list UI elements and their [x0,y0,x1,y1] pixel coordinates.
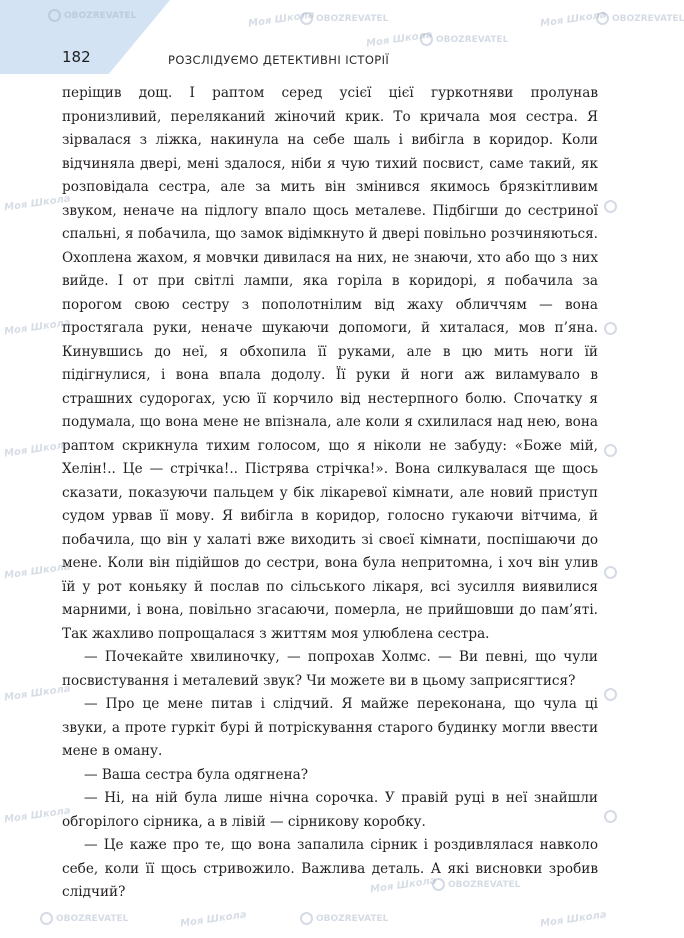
obozrevatel-watermark [604,444,617,457]
obozrevatel-logo-icon [604,200,617,213]
school-watermark: Моя Школа [3,317,72,338]
school-watermark: Моя Школа [3,805,72,826]
paragraph: — Про це мене питав і слідчий. Я майже переконана, що чула ці звуки, а проте гуркіт бурі й потріскування старого будинку могли ввести мене в оману. [62,696,598,759]
obozrevatel-logo-icon [604,444,617,457]
obozrevatel-watermark: OBOZREVATEL [596,12,684,25]
school-watermark: Моя Школа [369,875,438,896]
paragraph: — Почекайте хвилиночку, — попрохав Холмс. — Ви певні, що чули посвистування і металевий звук? Чи можете ви в цьому заприсягтися? [62,649,598,689]
paragraph: — Ваша сестра була одягнена? [84,766,309,783]
obozrevatel-watermark [604,810,617,823]
obozrevatel-logo-icon [300,912,313,925]
obozrevatel-logo-icon [604,810,617,823]
paragraph: — Ні, на ній була лише нічна сорочка. У правій руці в неї знайшли обгорілого сірника, а в лівій — сірникову коробку. [62,790,598,830]
running-title: РОЗСЛІДУЄМО ДЕТЕКТИВНІ ІСТОРІЇ [168,53,390,67]
obozrevatel-watermark: OBOZREVATEL [40,912,128,925]
obozrevatel-watermark: OBOZREVATEL [48,9,136,22]
paragraph: — Це каже про те, що вона запалила сірник і роздивлялася навколо себе, коли її щось стривожило. Важлива деталь. А які висновки зробив слідчий? [62,837,598,900]
body-text [62,82,598,905]
obozrevatel-watermark [604,200,617,213]
school-watermark: Моя Школа [3,193,72,214]
school-watermark: Моя Школа [3,561,72,582]
obozrevatel-watermark: OBOZREVATEL [420,33,508,46]
school-watermark: Моя Школа [3,439,72,460]
obozrevatel-logo-icon [300,12,313,25]
obozrevatel-logo-icon [40,912,53,925]
obozrevatel-watermark: OBOZREVATEL [300,912,388,925]
obozrevatel-watermark [604,566,617,579]
school-watermark: Моя Школа [179,909,248,930]
obozrevatel-logo-icon [604,322,617,335]
school-watermark: Моя Школа [539,9,608,30]
page-number: 182 [62,48,91,66]
school-watermark: Моя Школа [539,909,608,930]
obozrevatel-logo-icon [420,33,433,46]
obozrevatel-watermark: OBOZREVATEL [432,878,520,891]
obozrevatel-logo-icon [604,566,617,579]
school-watermark: Моя Школа [3,683,72,704]
school-watermark: Моя Школа [365,29,434,50]
obozrevatel-watermark [604,688,617,701]
obozrevatel-logo-icon [604,688,617,701]
obozrevatel-logo-icon [596,12,609,25]
paragraph: періщив дощ. І раптом серед усієї цієї гуркотняви пролунав пронизливий, переляканий жіночий крик. То кричала моя сестра. Я зірвалася з ліжка, накинула на себе шаль і вибігла в коридор. Коли відчиняла двері, мені здалося, ніби я чую тихий посвист, саме такий, як розповідала сестра, але за мить він змінився якимось брязкітливим звуком, неначе на підлогу впало щось металеве. Підбігши до сестриної спальні, я побачила, що замок відімкнуто й двері повільно розчиняються. Охоплена жахом, я мовчки дивилася на них, не знаючи, хто або що з них вийде. І от при світлі лампи, яка горіла в коридорі, я побачила за порогом свою сестру з пополотнілим від жаху обличчям — вона простягала руки, неначе шукаючи допомоги, й хиталася, мов п’яна. Кинувшись до неї, я обхопила її руками, але в цю мить ноги їй підігнулися, і вона впала додолу. Її руки й ноги аж виламувало в страшних судорогах, усю її корчило від нестерпного болю. Спочатку я подумала, що вона мене не впізнала, але коли я схилилася над нею, вона раптом скрикнула тихим голосом, що я ніколи не забуду: «Боже мій, Хелін!.. Це — стрічка!.. Пістрява стрічка!». Вона силкувалася ще щось сказати, показуючи пальцем у бік лікаревої кімнати, але новий приступ судом урвав її мову. Я вибігла в коридор, голосно гукаючи вітчима, й побачила, що він у халаті вже виходить зі своєї кімнати, поспішаючи до мене. Коли він підійшов до сестри, вона була непритомна, і хоч він улив їй у рот коньяку й послав по сільського лікаря, всі зусилля виявилися марними, і вона, повільно згасаючи, померла, не прийшовши до пам’яті. Так жахливо попрощалася з життям моя улюблена сестра. [62,85,598,642]
school-watermark: Моя Школа [247,9,316,30]
obozrevatel-watermark: OBOZREVATEL [300,12,388,25]
obozrevatel-watermark [604,322,617,335]
